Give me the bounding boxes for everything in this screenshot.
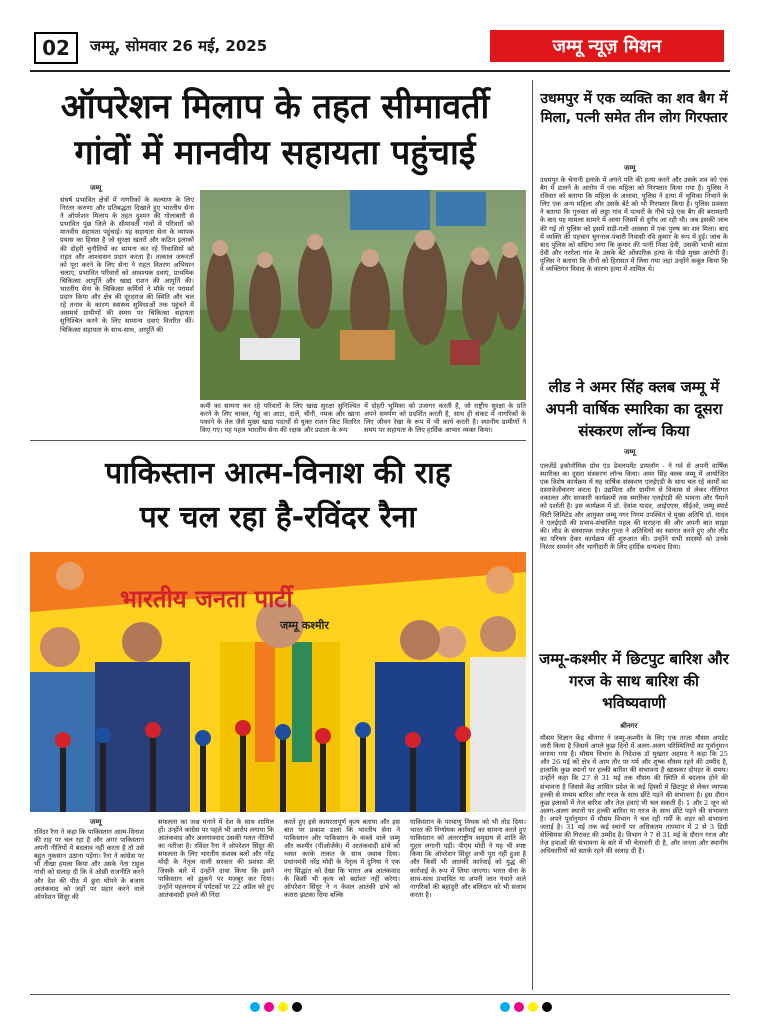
story1-headline — [30, 84, 520, 176]
registration-mark-cyan — [250, 1002, 260, 1012]
sidebar3-body: मौसम विज्ञान केंद्र श्रीनगर ने जम्मू-कश्मीर के लिए एक ताज़ा मौसम अपडेट जारी किया है जिसमें अगले कुछ दिनों में अलग-अलग परिस्थितियों का पूर्वानुमान लगाया गया है। मौसम विभाग के निदेशक डॉ मुख्तार अहमद ने कहा कि 25 और 26 मई को क्षेत्र में आम तौर पर गर्म और शुष्क मौसम रहने की उम्मीद है, हालांकि कुछ स्थानों पर हल्की बारिश की संभावना है खासकर दोपहर के समय। उन्होंने कहा कि 27 से 31 मई तक मौसम की स्थिति में बदलाव होने की संभावना है जिससे केंद्र शासित प्रदेश के कई हिस्सों में छिटपुट से लेकर व्यापक हल्की से मध्यम बारिश और गरज के साथ छींटे पड़ने की संभावना है। इस दौरान कुछ इलाकों में तेज बारिश और तेज़ हवाएं भी चल सकती हैं। 1 और 2 जून को अलग-अलग स्थानों पर हल्की बारिश या गरज के साथ छींटे पड़ने की संभावना है। अपने पूर्वानुमान में मौसम विभाग ने चल रही गर्मी के शहर को संभावना जताई है। 31 मई तक कई स्थानों पर अधिकतम तापमान में 2 से 3 डिग्री सेल्सियस की गिरावट की उम्मीद है। विभाग ने 7 से 31 मई के दौरान गरज और तेज़ हवाओं की संभावना के बारे में भी चेतावनी दी है, और जनता और स्थानीय अधिकारियों को सतर्क रहने की सलाह दी है। — [540, 734, 728, 856]
story2-column-2: सफलता का जश्न मनाने में देश के साथ शामिल हों। उन्होंने कांग्रेस पर पहले भी आरोप लगाया कि आतंकवाद और अलगाववाद उसकी गलत नीतियों का नतीजा है। रविंदर रैना ने ऑपरेशन सिंदूर की सफलता के लिए भारतीय सशस्त्र बलों और नरेंद्र मोदी के नेतृत्व वाली सरकार की प्रशंसा की जिसके बारे में उन्होंने दावा किया कि इसने पाकिस्तान को झुकने पर मजबूर कर दिया। उन्होंने पहलगाम में पर्यटकों पर 22 अप्रैल को हुए आतंकवादी हमले की निंदा — [158, 818, 274, 899]
sidebar1-body: उधमपुर के चेनानी इलाके में अपने पति की हत्या करने और उसके शव को एक बैग में डालने के आरोप में एक महिला को गिरफ्तार किया गया है। पुलिस ने रविवार को बताया कि महिला के अलावा, पुलिस ने हत्या में भूमिका निभाने के लिए एक अन्य महिला और उसके बेटे को भी गिरफ्तार किया है। पुलिस प्रवक्ता ने बताया कि गुरुवार को लड्डा गांव में पत्थरों के नीचे पड़े एक बैग की बरामदगी के बाद यह मामला सामने में आया जिसमें से दुर्गंध आ रही थी। जब इसकी जांच की गई तो पुलिस को इसमें सड़ी-गली अवस्था में एक पुरुष का शव मिला। बाद में व्यक्ति की पहचान चुननाल-पंचारी निवासी रवि कुमार के रूप में हुई। जांच के बाद पुलिस को संदिग्ध लगा कि कुमार की पत्नी निशा देवी, उसकी भाभी कांता देवी और नरगेला गांव के उसके बेटे ओंकारिक हत्या के पीछे मुख्य आरोपी हैं। पुलिस ने बताया कि तीनों को हिरासत में लिया गया जहां उन्होंने कबूल किया कि वे व्यक्तिगत विवाद के कारण हत्या में शामिल थे। — [540, 176, 728, 274]
registration-mark-magenta-2 — [514, 1002, 524, 1012]
story2-headline-line2: पर चल रहा है-रविंदर रैना — [139, 500, 417, 535]
registration-mark-yellow-2 — [528, 1002, 538, 1012]
story1-headline-line2: गांवों में मानवीय सहायता पहुंचाई — [74, 133, 476, 173]
story2-column-3: करते हुए इसे कायरतापूर्ण कृत्य बताया और इस बात पर प्रकाश डाला कि भारतीय सेना ने पाकिस्तान और पाकिस्तान के कब्जे वाले जम्मू और कश्मीर (पीओजेके) में आतंकवादी ढांचे को ध्वस्त करके ताकत के साथ जवाब दिया। प्रधानमंत्री नरेंद्र मोदी के नेतृत्व में दुनिया ने एक नए सिद्धांत को देखा कि भारत अब आतंकवाद के किसी भी कृत्य को बर्दाश्त नहीं करेगा। ऑपरेशन सिंदूर ने न केवल आतंकी ढांचे को करारा झटका दिया बल्कि — [284, 818, 400, 899]
registration-mark-magenta — [264, 1002, 274, 1012]
registration-mark-cyan-2 — [500, 1002, 510, 1012]
page-number: 02 — [34, 32, 78, 64]
bjp-banner-title: भारतीय जनता पार्टी — [120, 585, 293, 613]
bjp-banner-subtitle: जम्मू कश्मीर — [280, 619, 329, 632]
sidebar2-body: एलजेंडे इकोनॉमिक ग्रोथ एंड डेवलपमेंट डायलॉग - ने गर्व से अपनी वार्षिक स्मारिका का दूसरा संस्करण लॉन्च किया। अमर सिंह क्लब जम्मू में आयोजित एक विशेष कार्यक्रम में यह वार्षिक संस्करण एलईएडी के साथ चल रहे कार्यों का दस्तावेजीकरण करता है। उद्यमिता और ग्रामीण से विकास से लेकर नीतिगत वकालत और सरकारी कार्यक्रमों तक स्मारिका एलईएडी की भावना और पैमाने को दर्शाती है। इस कार्यक्रम में डॉ. देवांश यादव, आईएएस, सीईओ, जम्मू स्मार्ट सिटी लिमिटेड और आयुक्त जम्मू नगर निगम उपस्थित थे मुख्य अतिथि डॉ. यादव ने एलईएडी की प्रभाव-संचालित पहल की सराहना की और अपनी बात साझा की। लीड के संस्थापक राजेश गुप्ता ने अतिथियों का स्वागत करते हुए और लीड का परिचय देकर कार्यक्रम की शुरुआत की। उन्होंने सभी सदस्यों को उनके निरंतर समर्थन और भागीदारी के लिए हार्दिक धन्यवाद दिया। — [540, 462, 728, 551]
sidebar1-dateline: जम्मू — [624, 164, 636, 172]
story1-headline-line1: ऑपरेशन मिलाप के तहत सीमावर्ती — [60, 87, 490, 127]
story1-column-3: में दोहरी भूमिका को उजागर करती है, जो राष्ट्रीय सुरक्षा के प्रति अपने समर्पण को प्रदर्शित करती है, साथ ही संकट में नागरिकों के लिए जीवन रेखा के रूप में भी कार्य करती है। स्थानीय ग्रामीणों ने समय पर सहायता के लिए हार्दिक आभार व्यक्त किया। — [364, 402, 526, 435]
column-separator — [532, 80, 533, 990]
registration-mark-black-2 — [542, 1002, 552, 1012]
story2-photo — [30, 552, 526, 812]
header-rule — [30, 70, 730, 72]
sidebar2-dateline: जम्मू — [624, 448, 636, 456]
registration-mark-yellow — [278, 1002, 288, 1012]
sidebar3-headline: जम्मू-कश्मीर में छिटपुट बारिश और गरज के साथ बारिश की भविष्यवाणी — [539, 650, 729, 712]
relief-distribution-image — [200, 190, 526, 400]
sidebar1-headline: उधमपुर में एक व्यक्ति का शव बैग में मिला, पत्नी समेत तीन लोग गिरफ्तार — [540, 91, 728, 126]
story2-column-1: रविंदर रैना ने कहा कि पाकिस्तान आत्म-विनाश की राह पर चल रहा है और अगर पाकिस्तान अपनी नीतियों में बदलाव नहीं करता है तो उसे बहुत नुकसान उठाना पड़ेगा। रैना ने कांग्रेस पर भी तीखा हमला किया और उसके नेता राहुल गांधी को सलाह दी कि वे ओछी राजनीति करने और देश की पीठ में छुरा घोंपने के बजाय आतंकवाद को जड़ों पर प्रहार करने वाले ऑपरेशन सिंदूर की — [34, 828, 144, 901]
issue-dateline: जम्मू, सोमवार 26 मई, 2025 — [90, 37, 268, 55]
story1-dateline: जम्मू — [90, 184, 102, 192]
story1-column-1: संघर्ष प्रभावित क्षेत्रों में नागरिकों के कल्याण के लिए निरंतर करुणा और प्रतिबद्धता दिखाते हुए भारतीय सेना ने ऑपरेशन मिलाप के तहत दुश्मन की गोलाबारी से प्रभावित पुंछ जिले के सीमावर्ती गांवों में परिवारों को मानवीय सहायता पहुंचाई। यह सहायता सेना के व्यापक प्रयास का हिस्सा है जो सुरक्षा खतरों और कठिन इलाकों की दोहरी चुनौतियों का सामना कर रहे निवासियों को राहत और आश्वासन प्रदान करता है। तत्काल जरूरतों को पूरा करने के लिए सेना ने राहत वितरण अभियान चलाए, प्रभावित परिवारों को आवश्यक दवाएं, प्राथमिक चिकित्सा आपूर्ति और खाद्य राशन की आपूर्ति की। भारतीय सेना के चिकित्सा कर्मियों ने मौके पर परामर्श प्रदान किया और क्षेत्र की दूरदराज की स्थिति और चल रहे तनाव के कारण स्वास्थ्य सुविधाओं तक पहुंचने में असमर्थ ग्रामीणों की समय पर चिकित्सा सहायता सुनिश्चित करने के लिए सामान्य दवाएं वितरित कीं। चिकित्सा सहायता के साथ-साथ, आपूर्ति की — [60, 196, 194, 334]
story1-column-2: कमी का सामना कर रहे परिवारों के लिए खाद्य सुरक्षा सुनिश्चित करने के लिए चावल, गेहूं का आटा, दालें, चीनी, नमक और खाना पकाने के तेल जैसे मुख्य खाद्य पदार्थों से युक्त राशन किट वितरित किए गए। यह पहल भारतीय सेना की रक्षक और प्रदाता के रूप — [200, 402, 360, 435]
story2-dateline: जम्मू — [90, 818, 102, 826]
newspaper-brand: जम्मू न्यूज़ मिशन — [490, 30, 724, 62]
story1-photo — [200, 190, 526, 400]
story2-headline-line1: पाकिस्तान आत्म-विनाश की राह — [105, 456, 451, 491]
footer-rule — [30, 994, 730, 995]
story1-bottom-rule — [30, 440, 526, 441]
story2-column-4: पाकिस्तान के परमाणु मिथक को भी तोड़ दिया। भारत की निर्णायक कार्रवाई का सामना करते हुए पाकिस्तान को अंतरराष्ट्रीय समुदाय से शांति की गुहार लगानी पड़ी। पीएम मोदी ने यह भी स्पष्ट किया कि ऑपरेशन सिंदूर अभी पूरा नहीं हुआ है और किसी भी आतंकी कार्रवाई को युद्ध की कार्रवाई के रूप में लिया जाएगा। भारत सेना के साथ-साथ प्रभावित या अपनी जान गंवाने वाले नागरिकों की बहादुरी और बलिदान को भी सलाम करता है। — [410, 818, 526, 899]
sidebar2-headline: लीड ने अमर सिंह क्लब जम्मू में अपनी वार्षिक स्मारिका का दूसरा संस्करण लॉन्च किया — [545, 378, 723, 440]
sidebar3-dateline: श्रीनगर — [620, 722, 638, 730]
registration-mark-black — [292, 1002, 302, 1012]
story2-headline — [30, 452, 526, 540]
